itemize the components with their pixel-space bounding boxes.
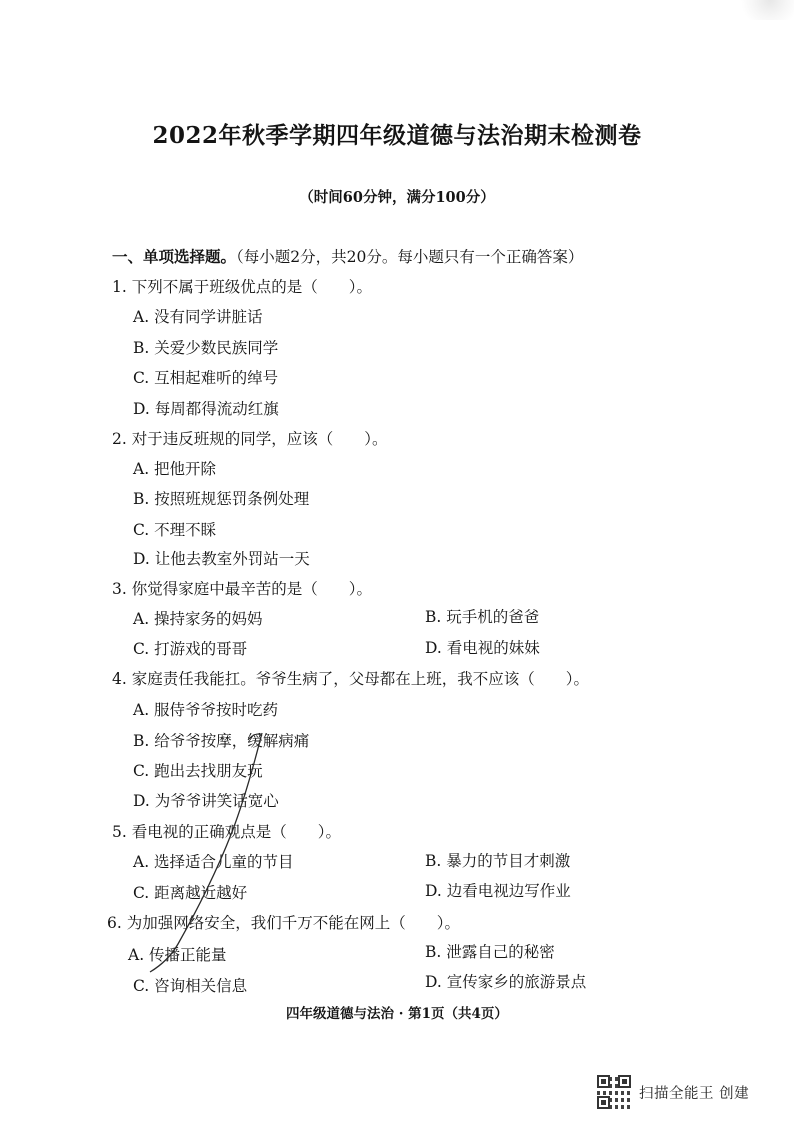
watermark-text: 扫描全能王 创建	[639, 1085, 750, 1102]
question-4-option-d: D. 为爷爷讲笑话宽心	[133, 792, 279, 810]
question-1-option-d: D. 每周都得流动红旗	[133, 400, 279, 418]
exam-subtitle: （时间60分钟，满分100分）	[299, 189, 495, 206]
question-5-option-d: D. 边看电视边写作业	[425, 882, 571, 900]
question-4-stem: 4. 家庭责任我能扛。爷爷生病了，父母都在上班，我不应该（ ）。	[112, 670, 589, 688]
question-1-option-a: A. 没有同学讲脏话	[133, 308, 263, 326]
question-1-option-c: C. 互相起难听的绰号	[133, 369, 279, 387]
question-5-option-b: B. 暴力的节目才刺激	[425, 852, 571, 870]
section-heading	[112, 245, 583, 267]
question-2-option-c: C. 不理不睬	[133, 521, 217, 539]
question-6-option-d: D. 宣传家乡的旅游景点	[425, 973, 587, 991]
question-1-option-b: B. 关爱少数民族同学	[133, 339, 279, 357]
question-3-option-c: C. 打游戏的哥哥	[133, 640, 248, 658]
question-6-option-a: A. 传播正能量	[128, 946, 227, 964]
question-4-option-a: A. 服侍爷爷按时吃药	[133, 701, 279, 719]
question-2-option-d: D. 让他去教室外罚站一天	[133, 550, 310, 568]
qr-code-icon	[597, 1075, 631, 1109]
question-3-option-d: D. 看电视的妹妹	[425, 639, 540, 657]
question-3-option-b: B. 玩手机的爸爸	[425, 608, 540, 626]
corner-stamp-mark	[734, 0, 794, 20]
question-5-stem: 5. 看电视的正确观点是（ ）。	[112, 823, 341, 841]
question-2-stem: 2. 对于违反班规的同学，应该（ ）。	[112, 430, 388, 448]
question-3-option-a: A. 操持家务的妈妈	[133, 610, 263, 628]
question-2-option-a: A. 把他开除	[133, 460, 217, 478]
question-5-option-c: C. 距离越近越好	[133, 884, 248, 902]
exam-title: 2022年秋季学期四年级道德与法治期末检测卷	[152, 122, 642, 149]
page-footer: 四年级道德与法治 · 第1页（共4页）	[286, 1006, 508, 1022]
question-6-stem: 6. 为加强网络安全，我们千万不能在网上（ ）。	[107, 914, 460, 932]
question-4-option-c: C. 跑出去找朋友玩	[133, 762, 263, 780]
question-1-stem: 1. 下列不属于班级优点的是（ ）。	[112, 278, 372, 296]
section-instructions: （每小题2分，共20分。每小题只有一个正确答案）	[236, 248, 584, 266]
question-3-stem: 3. 你觉得家庭中最辛苦的是（ ）。	[112, 580, 372, 598]
question-6-option-c: C. 咨询相关信息	[133, 977, 248, 995]
question-6-option-b: B. 泄露自己的秘密	[425, 943, 555, 961]
question-4-option-b: B. 给爷爷按摩，缓解病痛	[133, 732, 310, 750]
scanner-watermark	[597, 1075, 749, 1109]
question-2-option-b: B. 按照班规惩罚条例处理	[133, 490, 310, 508]
section-title: 一、单项选择题。	[112, 247, 237, 266]
question-5-option-a: A. 选择适合儿童的节目	[133, 853, 294, 871]
